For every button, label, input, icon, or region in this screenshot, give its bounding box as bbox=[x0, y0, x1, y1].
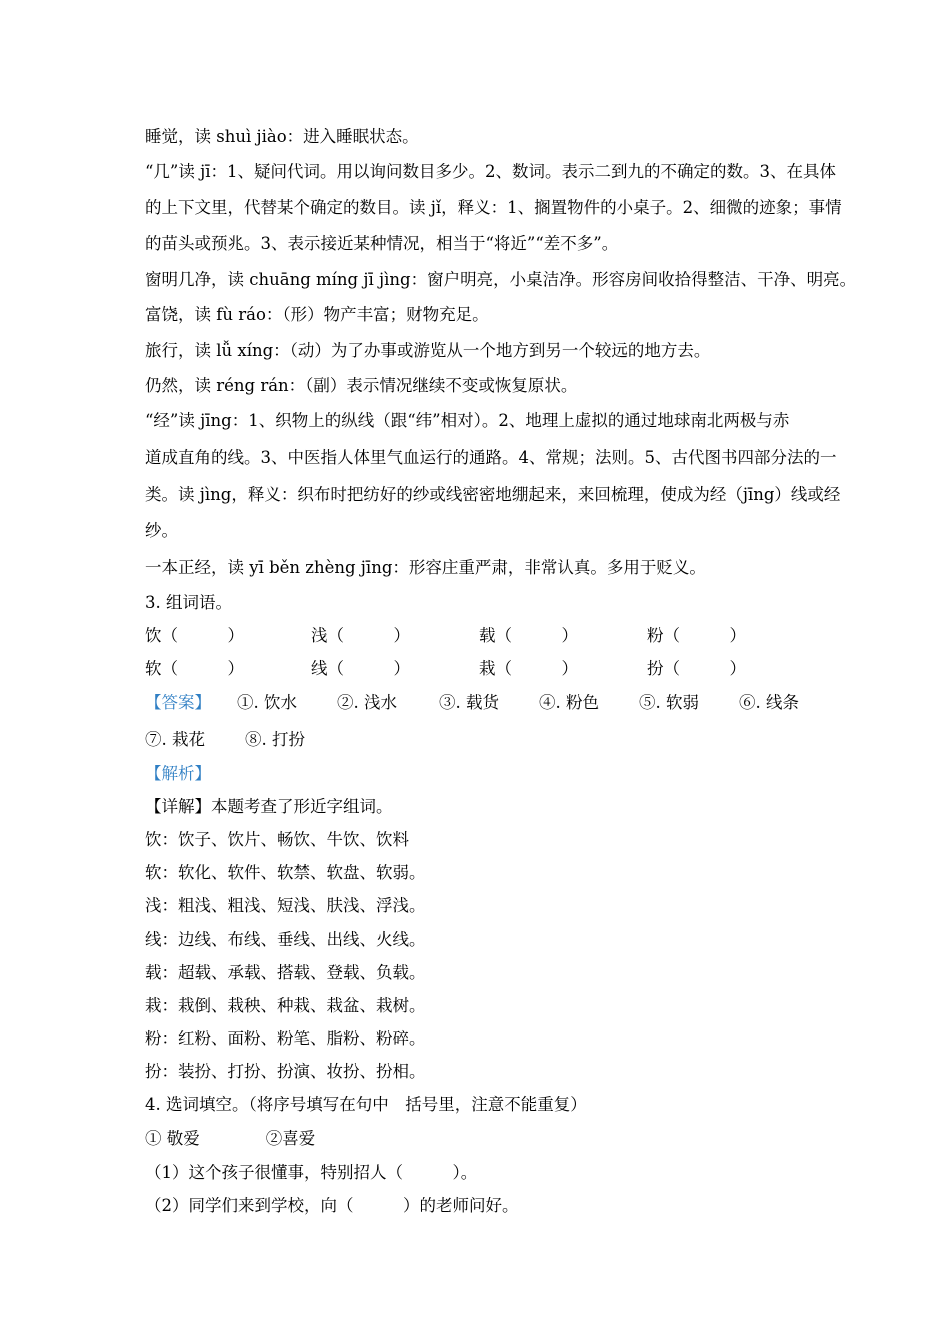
question-4-sentence-1: （1）这个孩子很懂事，特别招人（ ）。 bbox=[145, 1163, 478, 1182]
question-4-sentence-2: （2）同学们来到学校，向（ ）的老师问好。 bbox=[145, 1196, 519, 1215]
answer-tag: 【答案】 bbox=[145, 693, 211, 712]
word-list-item: 浅：粗浅、粗浅、短浅、肤浅、浮浅。 bbox=[145, 896, 426, 915]
answer-item: ⑦. 栽花 bbox=[145, 730, 205, 749]
answer-item: ①. 饮水 bbox=[237, 693, 297, 712]
q3-item: 扮（ ） bbox=[647, 659, 746, 678]
q3-item: 线（ ） bbox=[311, 659, 410, 678]
word-list-item: 饮：饮子、饮片、畅饮、牛饮、饮料 bbox=[145, 830, 409, 849]
text-line: 道成直角的线。3、中医指人体里气血运行的通路。4、常规；法则。5、古代图书四部分法的一 bbox=[145, 448, 837, 467]
analysis-tag: 【解析】 bbox=[145, 764, 211, 783]
q3-item: 粉（ ） bbox=[647, 626, 746, 645]
word-list-item: 粉：红粉、面粉、粉笔、脂粉、粉碎。 bbox=[145, 1029, 426, 1048]
word-list-item: 线：边线、布线、垂线、出线、火线。 bbox=[145, 930, 426, 949]
text-line: 一本正经，读 yī běn zhèng jīng：形容庄重严肃，非常认真。多用于贬义。 bbox=[145, 558, 706, 577]
text-line: 纱。 bbox=[145, 521, 178, 540]
detail-line bbox=[145, 799, 393, 816]
answer-item: ⑤. 软弱 bbox=[639, 693, 699, 712]
q3-item: 载（ ） bbox=[479, 626, 578, 645]
detail-text: 本题考查了形近字组词。 bbox=[211, 797, 393, 816]
question-4-options: ① 敬爱 ②喜爱 bbox=[145, 1129, 316, 1148]
word-list-item: 扮：装扮、打扮、扮演、妆扮、扮相。 bbox=[145, 1062, 426, 1081]
text-line: 的苗头或预兆。3、表示接近某种情况，相当于“将近”“差不多”。 bbox=[145, 234, 619, 253]
q3-item: 软（ ） bbox=[145, 659, 244, 678]
q3-item: 浅（ ） bbox=[311, 626, 410, 645]
text-line: 窗明几净，读 chuāng míng jī jìng：窗户明亮，小桌洁净。形容房间收拾得整洁、干净、明亮。 bbox=[145, 270, 857, 289]
text-line: “几”读 jī：1、疑问代词。用以询问数目多少。2、数词。表示二到九的不确定的数。3、在具体 bbox=[145, 162, 837, 181]
question-4-title: 4. 选词填空。（将序号填写在句中 括号里，注意不能重复） bbox=[145, 1095, 587, 1114]
answer-item: ⑧. 打扮 bbox=[245, 730, 305, 749]
answer-item: ②. 浅水 bbox=[337, 693, 397, 712]
answer-item: ③. 载货 bbox=[439, 693, 499, 712]
detail-tag: 【详解】 bbox=[145, 797, 211, 816]
word-list-item: 载：超载、承载、搭载、登载、负载。 bbox=[145, 963, 426, 982]
question-3-title: 3. 组词语。 bbox=[145, 593, 232, 612]
answer-item: ⑥. 线条 bbox=[739, 693, 799, 712]
text-line: 类。读 jìng，释义：织布时把纺好的纱或线密密地绷起来，来回梳理，使成为经（jīng）线或经 bbox=[145, 485, 841, 504]
q3-item: 饮（ ） bbox=[145, 626, 244, 645]
text-line: 富饶，读 fù ráo：（形）物产丰富；财物充足。 bbox=[145, 305, 489, 324]
q3-item: 栽（ ） bbox=[479, 659, 578, 678]
answer-item: ④. 粉色 bbox=[539, 693, 599, 712]
word-list-item: 栽：栽倒、栽秧、种栽、栽盆、栽树。 bbox=[145, 996, 426, 1015]
text-line: 睡觉，读 shuì jiào：进入睡眠状态。 bbox=[145, 127, 419, 146]
word-list-item: 软：软化、软件、软禁、软盘、软弱。 bbox=[145, 863, 426, 882]
text-line: 的上下文里，代替某个确定的数目。读 jǐ，释义：1、搁置物件的小桌子。2、细微的迹象；事情 bbox=[145, 198, 842, 217]
text-line: 仍然，读 réng rán：（副）表示情况继续不变或恢复原状。 bbox=[145, 376, 578, 395]
text-line: 旅行，读 lǚ xíng：（动）为了办事或游览从一个地方到另一个较远的地方去。 bbox=[145, 341, 711, 360]
text-line: “经”读 jīng：1、织物上的纵线（跟“纬”相对）。2、地理上虚拟的通过地球南北两极与赤 bbox=[145, 411, 790, 430]
